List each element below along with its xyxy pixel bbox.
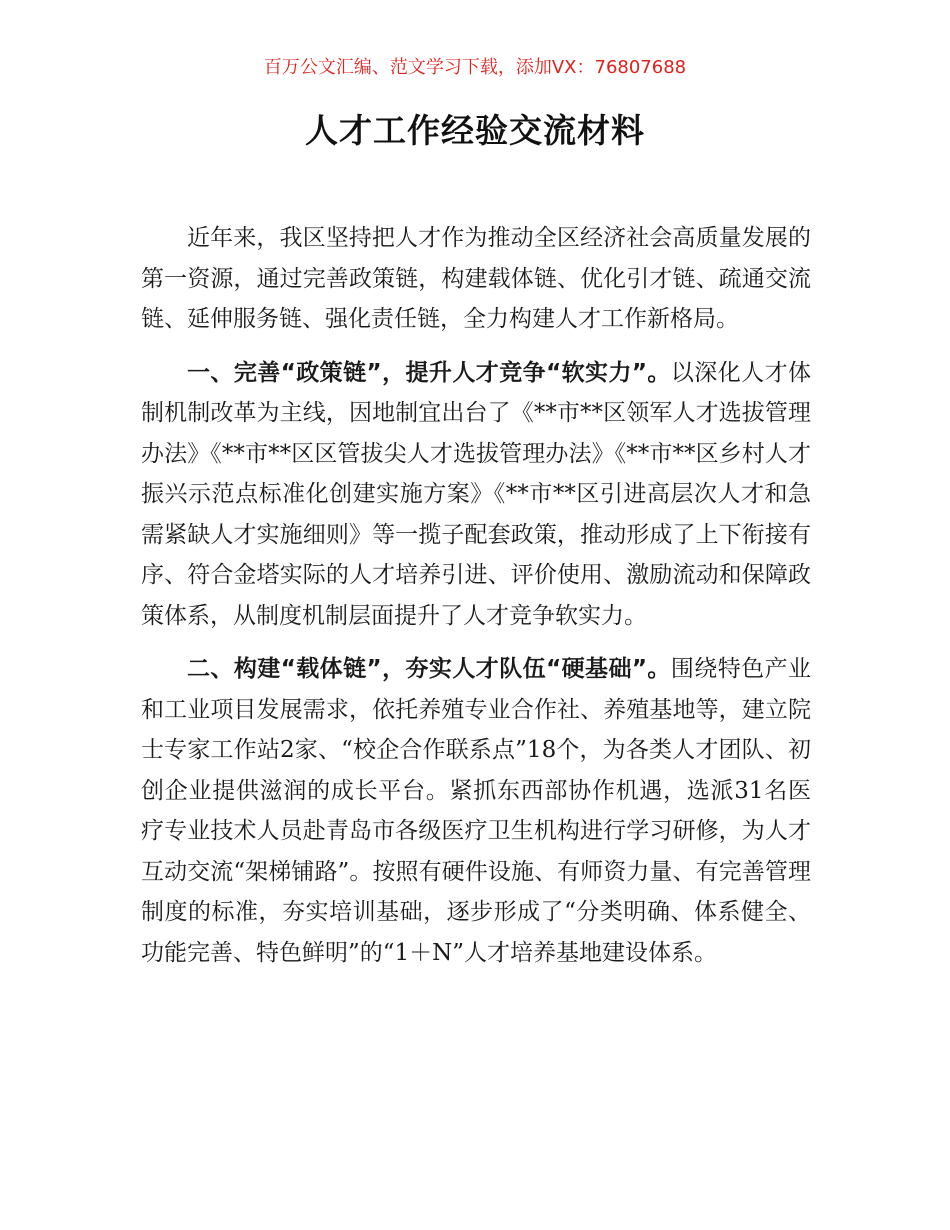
paragraph-text: 以深化人才体制机制改革为主线，因地制宜出台了《**市**区领军人才选拔管理办法》《**市**区区管拔尖人才选拔管理办法》《**市**区乡村人才振兴示范点标准化创建实施方案》《**市**区引进高层次人才和急需紧缺人才实施细则》等一揽子配套政策，推动形成了上下衔接有序、符合金塔实际的人才培养引进、评价使用、激励流动和保障政策体系，从制度机制层面提升了人才竞争软实力。 <box>141 359 812 629</box>
header-note: 百万公文汇编、范文学习下载，添加VX：76807688 <box>263 57 687 78</box>
paragraph-section-2 <box>141 649 811 973</box>
paragraph-section-1 <box>141 353 811 637</box>
paragraph-text: 近年来，我区坚持把人才作为推动全区经济社会高质量发展的第一资源，通过完善政策链，构建载体链、优化引才链、疏通交流链、延伸服务链、强化责任链，全力构建人才工作新格局。 <box>141 225 811 332</box>
document-body <box>141 218 811 986</box>
section-heading: 一、完善“政策链”，提升人才竞争“软实力”。 <box>187 359 671 386</box>
paragraph-text: 围绕特色产业和工业项目发展需求，依托养殖专业合作社、养殖基地等，建立院士专家工作站2家、“校企合作联系点”18个，为各类人才团队、初创企业提供滋润的成长平台。紧抓东西部协作机遇，选派31名医疗专业技术人员赴青岛市各级医疗卫生机构进行学习研修，为人才互动交流“架梯铺路”。按照有硬件设施、有师资力量、有完善管理制度的标准，夯实培训基础，逐步形成了“分类明确、体系健全、功能完善、特色鲜明”的“1＋N”人才培养基地建设体系。 <box>141 656 812 966</box>
section-heading: 二、构建“载体链”，夯实人才队伍“硬基础”。 <box>187 656 671 682</box>
paragraph-intro <box>141 218 811 340</box>
document-title: 人才工作经验交流材料 <box>305 111 645 150</box>
